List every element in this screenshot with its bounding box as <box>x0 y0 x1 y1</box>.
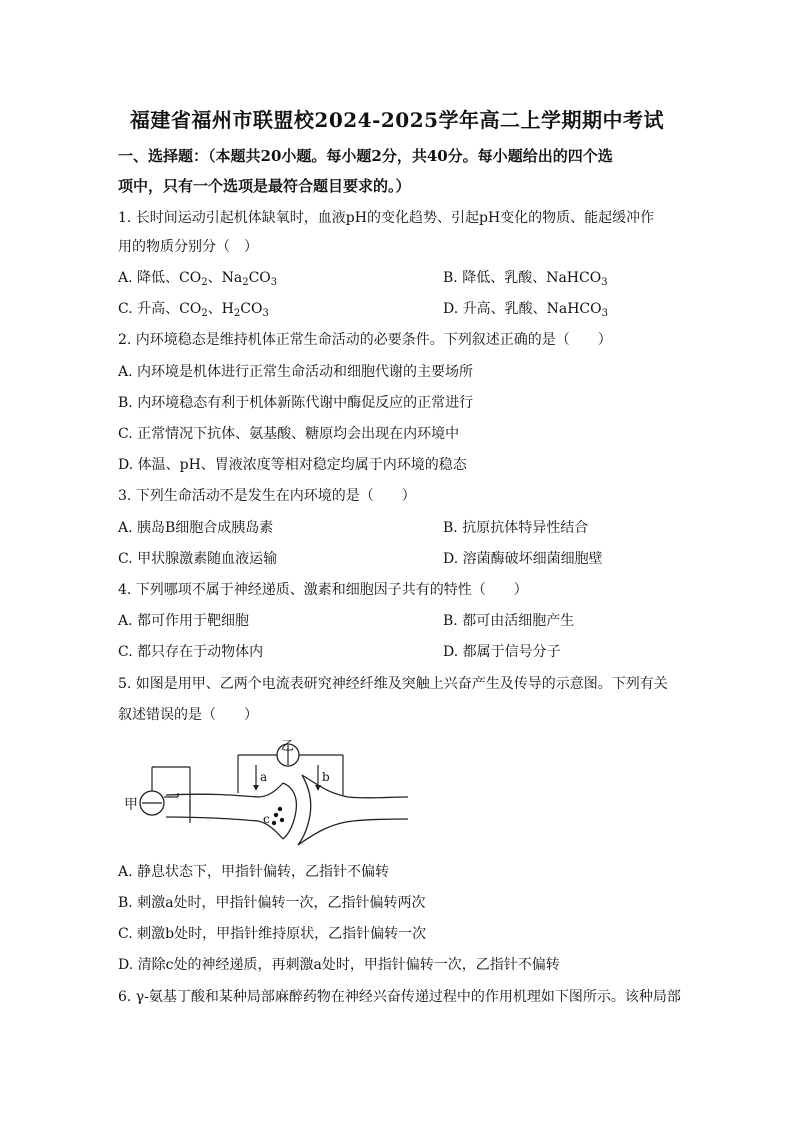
q2-option-a: A. 内环境是机体进行正常生命活动和细胞代谢的主要场所 <box>118 364 474 380</box>
q2-stem: 2. 内环境稳态是维持机体正常生命活动的必要条件。下列叙述正确的是（ ） <box>118 332 612 348</box>
q4-option-d: D. 都属于信号分子 <box>443 644 561 660</box>
q3-option-d: D. 溶菌酶破坏细菌细胞壁 <box>443 551 603 567</box>
postsynaptic-membrane <box>298 775 311 845</box>
label-yi: 乙 <box>281 738 295 754</box>
label-a: a <box>260 770 268 784</box>
q1-option-b: B. 降低、乳酸、NaHCO$_3$ <box>443 270 608 288</box>
diagram-svg <box>118 735 418 855</box>
q4-option-c: C. 都只存在于动物体内 <box>118 644 264 660</box>
q5-option-c: C. 刺激b处时，甲指针维持原状，乙指针偏转一次 <box>118 926 427 942</box>
postsynaptic-lower <box>298 819 408 845</box>
q5-stem-line1: 5. 如图是用甲、乙两个电流表研究神经纤维及突触上兴奋产生及传导的示意图。下列有关 <box>118 676 668 692</box>
vesicle <box>280 818 284 822</box>
section-heading-line1: 一、选择题：（本题共20小题。每小题2分，共40分。每小题给出的四个选 <box>118 147 613 165</box>
q3-stem: 3. 下列生命活动不是发生在内环境的是（ ） <box>118 488 416 504</box>
q2-option-b: B. 内环境稳态有利于机体新陈代谢中酶促反应的正常进行 <box>118 395 474 411</box>
page-title: 福建省福州市联盟校2024-2025学年高二上学期期中考试 <box>129 108 665 132</box>
q1-stem-line2: 用的物质分别分（ ） <box>118 239 258 255</box>
stim-arrow-b-head <box>315 785 321 791</box>
q4-option-b: B. 都可由活细胞产生 <box>443 613 575 629</box>
label-c: c <box>263 812 270 826</box>
q1-option-c: C. 升高、$CO_2$、$H_2CO_3$ <box>118 301 269 319</box>
q3-option-c: C. 甲状腺激素随血液运输 <box>118 551 278 567</box>
axon-upper-outline <box>166 783 283 797</box>
q1-option-d: D. 升高、乳酸、NaHCO$_3$ <box>443 301 608 319</box>
q1-stem-line1: 1. 长时间运动引起机体缺氧时，血液pH的变化趋势、引起pH变化的物质、能起缓冲作 <box>118 210 655 226</box>
vesicle <box>278 807 282 811</box>
q5-option-a: A. 静息状态下，甲指针偏转，乙指针不偏转 <box>118 864 390 880</box>
section-heading-line2: 项中，只有一个选项是最符合题目要求的。） <box>118 177 411 195</box>
q3-option-b: B. 抗原抗体特异性结合 <box>443 520 589 536</box>
nerve-synapse-diagram <box>118 735 418 855</box>
label-jia: 甲 <box>124 797 138 813</box>
q1-option-a: A. 降低、$CO_2$、$Na_2CO_3$ <box>118 270 278 288</box>
q4-option-a: A. 都可作用于靶细胞 <box>118 613 250 629</box>
q4-stem: 4. 下列哪项不属于神经递质、激素和细胞因子共有的特性（ ） <box>118 582 528 598</box>
vesicle <box>274 813 278 817</box>
q3-option-a: A. 胰岛B细胞合成胰岛素 <box>118 520 274 536</box>
q5-stem-line2: 叙述错误的是（ ） <box>118 707 258 723</box>
label-b: b <box>322 770 330 784</box>
q5-option-b: B. 刺激a处时，甲指针偏转一次，乙指针偏转两次 <box>118 895 426 911</box>
presynaptic-knob <box>283 783 296 839</box>
vesicle <box>272 821 276 825</box>
stim-arrow-a-head <box>253 785 259 791</box>
q5-option-d: D. 清除c处的神经递质，再刺激a处时，甲指针偏转一次，乙指针不偏转 <box>118 957 560 973</box>
q2-option-d: D. 体温、pH、胃液浓度等相对稳定均属于内环境的稳态 <box>118 457 467 473</box>
q2-option-c: C. 正常情况下抗体、氨基酸、糖原均会出现在内环境中 <box>118 426 460 442</box>
q6-stem: 6. γ-氨基丁酸和某种局部麻醉药物在神经兴奋传递过程中的作用机理如下图所示。该种局部 <box>118 989 681 1005</box>
